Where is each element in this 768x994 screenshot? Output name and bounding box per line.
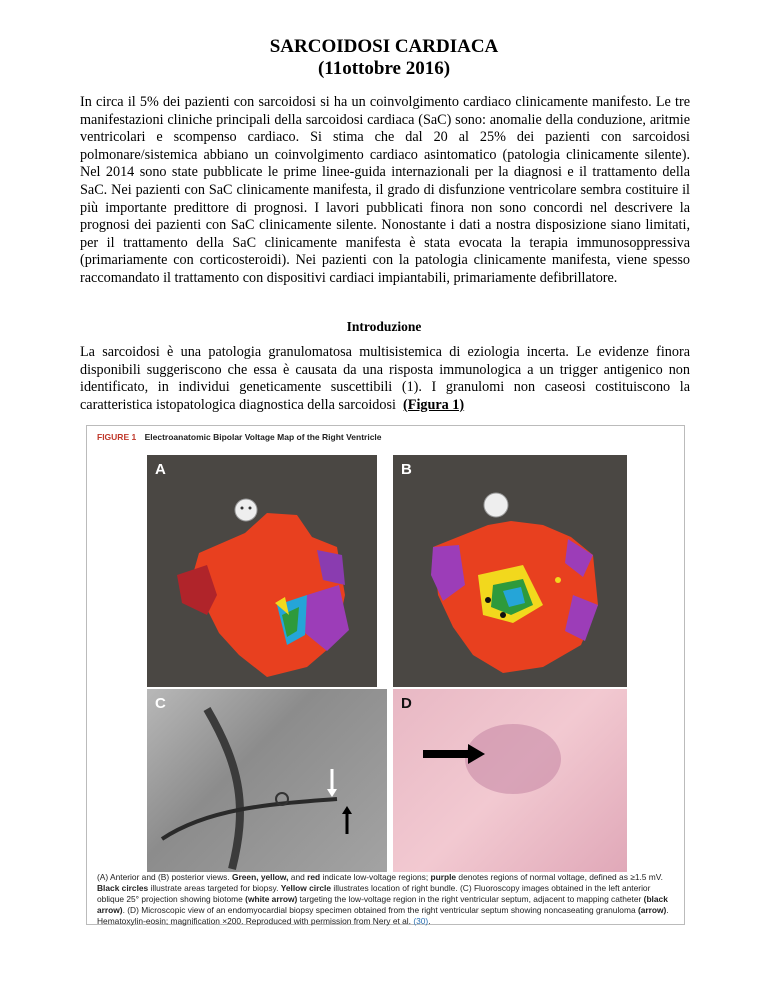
caption-part: indicate low-voltage regions; [320, 872, 431, 882]
figure-label: FIGURE 1 [97, 432, 137, 442]
intro-paragraph: In circa il 5% dei pazienti con sarcoidosi si ha un coinvolgimento cardiaco clinicamente manifesto. Le tre manifestazioni cliniche principali della sarcoidosi cardiaca (SaC) sono: anomalie della conduzione, aritmie ventricolari e scompenso cardiaco. Si stima che dal 20 al 25% dei pazienti con sarcoidosi polmonare/sistemica abbiano un coinvolgimento cardiaco asintomatico (patologia clinicamente silente). Nel 2014 sono state pubblicate le prime linee-guida internazionali per la diagnosi e il trattamento della SaC. Nei pazienti con SaC clinicamente manifesta, il grado di disfunzione ventricolare sembra costituire il più importante predittore di prognosi. I lavori pubblicati finora non sono concordi nel descrivere la prognosi dei pazienti con SaC clinicamente silente. Nonostante i dati a nostra disposizione siano limitati, per il trattamento della SaC clinicamente manifesta è stata evocata la terapia immunosoppressiva (primariamente con corticosteroidi). Nei pazienti con la patologia clinicamente manifesta, viene spesso raccomandato il trattamento con dispositivi cardiaci impiantabili, primariamente defibrillatore. [80, 94, 690, 286]
caption-emph: red [307, 872, 321, 882]
panel-label-d: D [401, 695, 412, 712]
caption-part: illustrates location of right bundle. (C) Fluoroscopy images obtained in the left anterior oblique 25° projection showing biotome [97, 883, 651, 904]
caption-emph: Yellow circle [280, 883, 332, 893]
caption-part: . (D) Microscopic view of an endomyocardial biopsy specimen obtained from the right ventricular septum showing noncaseating granuloma [122, 905, 638, 915]
citation-link[interactable]: (30) [413, 916, 429, 926]
caption-part: and [288, 872, 308, 882]
body-paragraph [80, 344, 690, 414]
figure-1 [86, 425, 685, 925]
panel-d-histology [393, 689, 627, 872]
caption-emph: (black arrow) [97, 894, 668, 915]
panel-label-b: B [401, 461, 412, 478]
panel-a-voltage-map-anterior [147, 455, 377, 687]
page-title: SARCOIDOSI CARDIACA [269, 36, 499, 57]
caption-emph: Green, yellow, [231, 872, 289, 882]
figure-title: Electroanatomic Bipolar Voltage Map of the Right Ventricle [144, 432, 382, 442]
caption-emph: purple [430, 872, 457, 882]
figure-header [97, 432, 382, 442]
caption-part: denotes regions of normal voltage, defined as ≥1.5 mV. [456, 872, 663, 882]
section-heading: Introduzione [346, 319, 422, 334]
histology-image [393, 689, 627, 872]
panel-c-fluoroscopy [147, 689, 387, 872]
page-subtitle-date: (11ottobre 2016) [317, 58, 451, 79]
caption-part: illustrate areas targeted for biopsy. [148, 883, 281, 893]
caption-part: (A) Anterior and (B) posterior views. [97, 872, 232, 882]
caption-part: . Hematoxylin-eosin; magnification ×200. Reproduced with permission from Nery et al. [97, 905, 669, 926]
panel-label-a: A [155, 461, 166, 478]
panel-label-c: C [155, 695, 166, 712]
figure-caption [97, 872, 677, 927]
panel-b-voltage-map-posterior [393, 455, 627, 687]
fluoroscopy-image [147, 689, 387, 872]
caption-emph: (arrow) [637, 905, 667, 915]
caption-emph: (white arrow) [245, 894, 298, 904]
caption-part: targeting the low-voltage region in the right ventricular septum, adjacent to mapping catheter [297, 894, 644, 904]
voltage-map-anterior-image [147, 455, 377, 687]
caption-emph: Black circles [97, 883, 149, 893]
body-text: La sarcoidosi è una patologia granulomatosa multisistemica di eziologia incerta. Le evidenze finora disponibili suggeriscono che essa è causata da una risposta immunologica a un trigger antigenico non identificato, in individui geneticamente suscettibili (1). I granulomi non caseosi costituiscono la caratteristica istopatologica diagnostica della sarcoidosi [80, 344, 690, 413]
figure-link[interactable]: (Figura 1) [403, 396, 465, 413]
voltage-map-posterior-image [393, 455, 627, 687]
caption-part: . [428, 916, 431, 926]
